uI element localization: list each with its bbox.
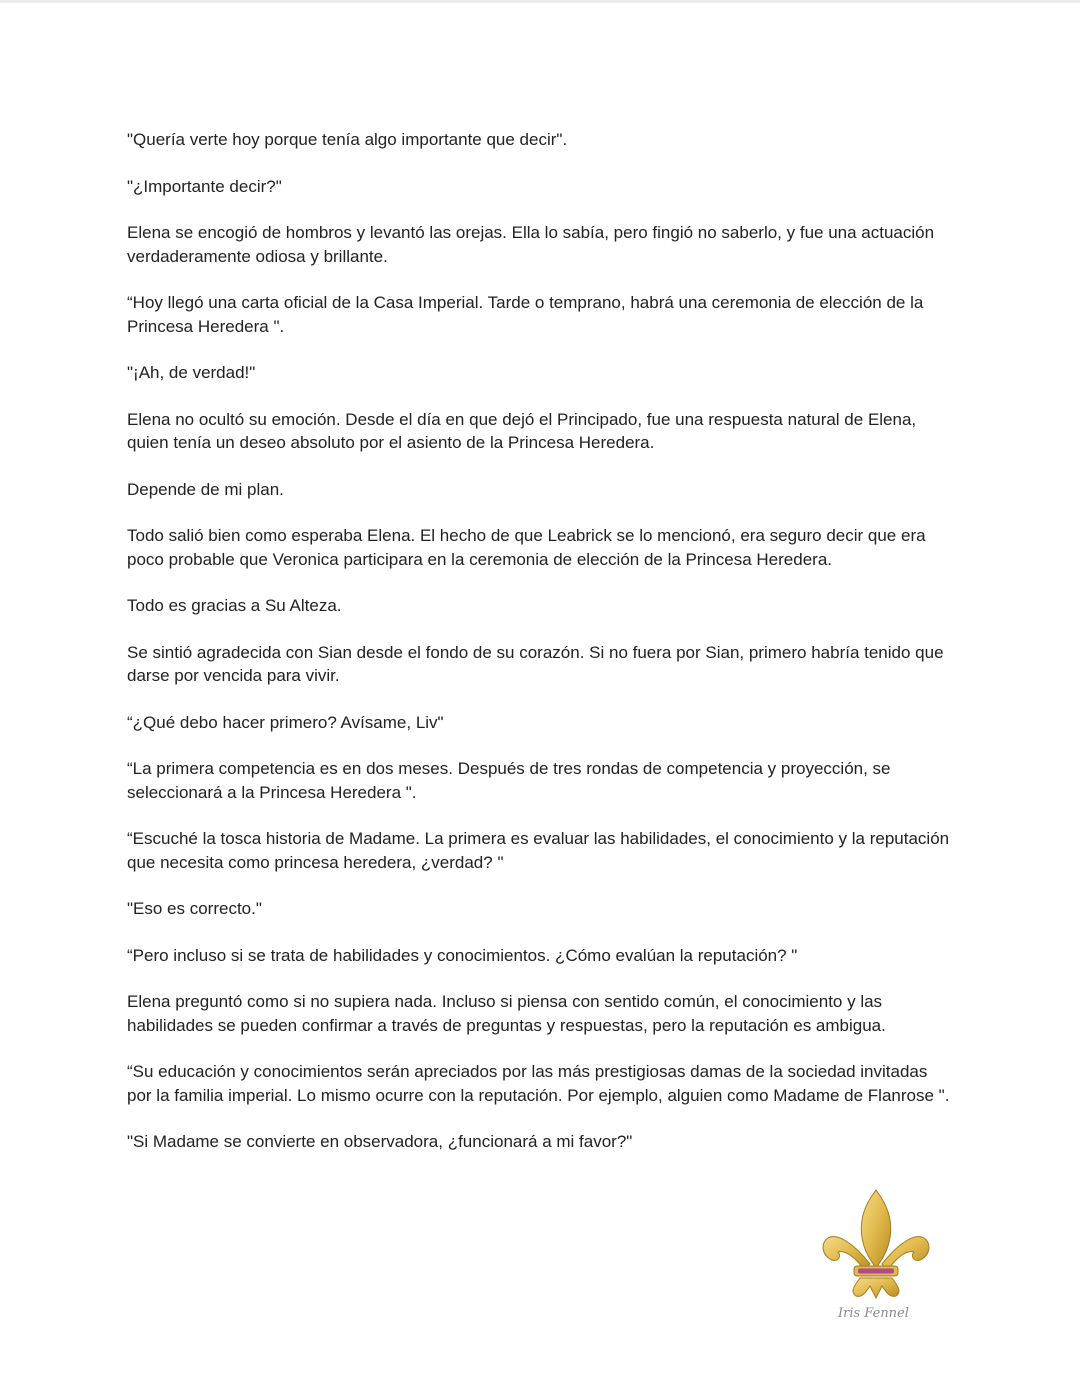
- paragraph: “Hoy llegó una carta oficial de la Casa Imperial. Tarde o temprano, habrá una ceremonia de elección de la Princesa Heredera ".: [127, 293, 924, 336]
- paragraph: “¿Qué debo hacer primero? Avísame, Liv": [127, 712, 444, 732]
- paragraph: Se sintió agradecida con Sian desde el fondo de su corazón. Si no fuera por Sian, primero habría tenido que darse por vencida para vivir.: [127, 642, 944, 685]
- paragraph: "Si Madame se convierte en observadora, ¿funcionará a mi favor?": [127, 1132, 633, 1151]
- paragraph: Elena no ocultó su emoción. Desde el día en que dejó el Principado, fue una respuesta natural de Elena, quien tenía un deseo absoluto por el asiento de la Princesa Heredera.: [127, 409, 917, 452]
- paragraph: Todo es gracias a Su Alteza.: [127, 596, 342, 615]
- paragraph: Depende de mi plan.: [127, 479, 284, 499]
- signature-watermark: [836, 1300, 916, 1324]
- page-top-edge: [0, 0, 1080, 3]
- paragraph: "¡Ah, de verdad!": [127, 363, 256, 382]
- paragraph: “Pero incluso si se trata de habilidades y conocimientos. ¿Cómo evalúan la reputación? ": [127, 945, 798, 965]
- svg-text:Iris Fennel: Iris Fennel: [838, 1306, 909, 1321]
- paragraph: “Su educación y conocimientos serán apreciados por las más prestigiosas damas de la sociedad invitadas por la familia imperial. Lo mismo ocurre con la reputación. Por ejemplo, alguien como Madame de Flanrose ".: [127, 1062, 950, 1105]
- paragraph: "Quería verte hoy porque tenía algo importante que decir".: [127, 130, 568, 149]
- paragraph: "¿Importante decir?": [127, 176, 282, 196]
- paragraph: Elena preguntó como si no supiera nada. Incluso si piensa con sentido común, el conocimiento y las habilidades se pueden confirmar a través de preguntas y respuestas, pero la reputación es ambigua.: [127, 992, 886, 1035]
- paragraph: “Escuché la tosca historia de Madame. La primera es evaluar las habilidades, el conocimiento y la reputación que necesita como princesa heredera, ¿verdad? ": [127, 829, 950, 872]
- document-body: [127, 128, 955, 1177]
- paragraph: “La primera competencia es en dos meses. Después de tres rondas de competencia y proyección, se seleccionará a la Princesa Heredera ".: [127, 759, 891, 802]
- paragraph: Todo salió bien como esperaba Elena. El hecho de que Leabrick se lo mencionó, era seguro decir que era poco probable que Veronica participara en la ceremonia de elección de la Princesa Heredera.: [127, 526, 926, 569]
- paragraph: "Eso es correcto.": [127, 899, 262, 918]
- paragraph: Elena se encogió de hombros y levantó las orejas. Ella lo sabía, pero fingió no saberlo, y fue una actuación verdaderamente odiosa y brillante.: [127, 223, 935, 266]
